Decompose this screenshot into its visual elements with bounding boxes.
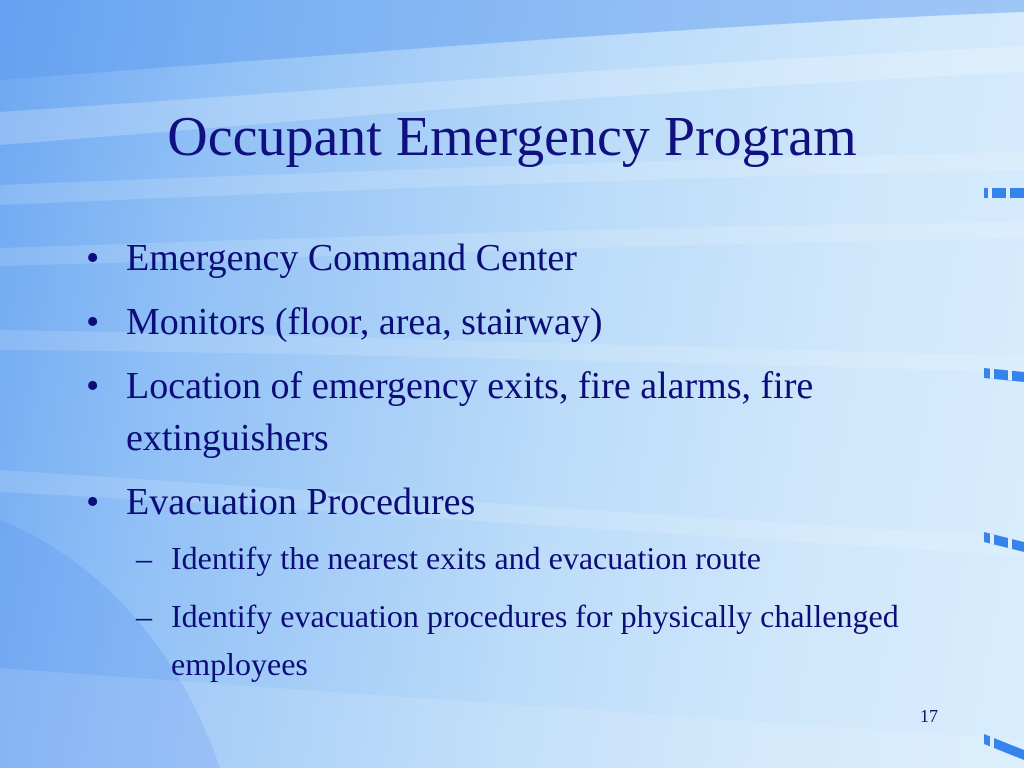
bullet-item	[86, 476, 926, 688]
sub-bullet-marker: –	[136, 598, 152, 634]
sub-bullet-item	[136, 534, 926, 582]
sub-bullet-item	[136, 592, 926, 688]
bullet-marker: •	[86, 481, 100, 523]
bullet-text: Location of emergency exits, fire alarms, fire extinguishers	[126, 365, 814, 459]
bullet-marker: •	[86, 365, 100, 407]
bullet-text: Emergency Command Center	[126, 237, 577, 279]
page-number: 17	[920, 706, 938, 726]
decorative-stripe-icon	[984, 186, 1024, 200]
bullet-marker: •	[86, 237, 100, 279]
slide-title: Occupant Emergency Program	[167, 106, 857, 168]
bullet-item	[86, 360, 926, 464]
bullet-text: Monitors (floor, area, stairway)	[126, 301, 603, 343]
sub-bullet-marker: –	[136, 540, 152, 576]
bullet-text: Evacuation Procedures	[126, 481, 476, 523]
sub-bullet-text: Identify the nearest exits and evacuation route	[171, 540, 761, 576]
bullet-marker: •	[86, 301, 100, 343]
bullet-item	[86, 232, 926, 284]
bullet-list	[86, 232, 926, 700]
bullet-item	[86, 296, 926, 348]
sub-bullet-text: Identify evacuation procedures for physically challenged employees	[171, 598, 899, 682]
decorative-stripe-icon	[984, 530, 1024, 554]
sub-bullet-list	[126, 534, 926, 688]
decorative-stripe-icon	[984, 732, 1024, 762]
decorative-stripe-icon	[984, 366, 1024, 384]
